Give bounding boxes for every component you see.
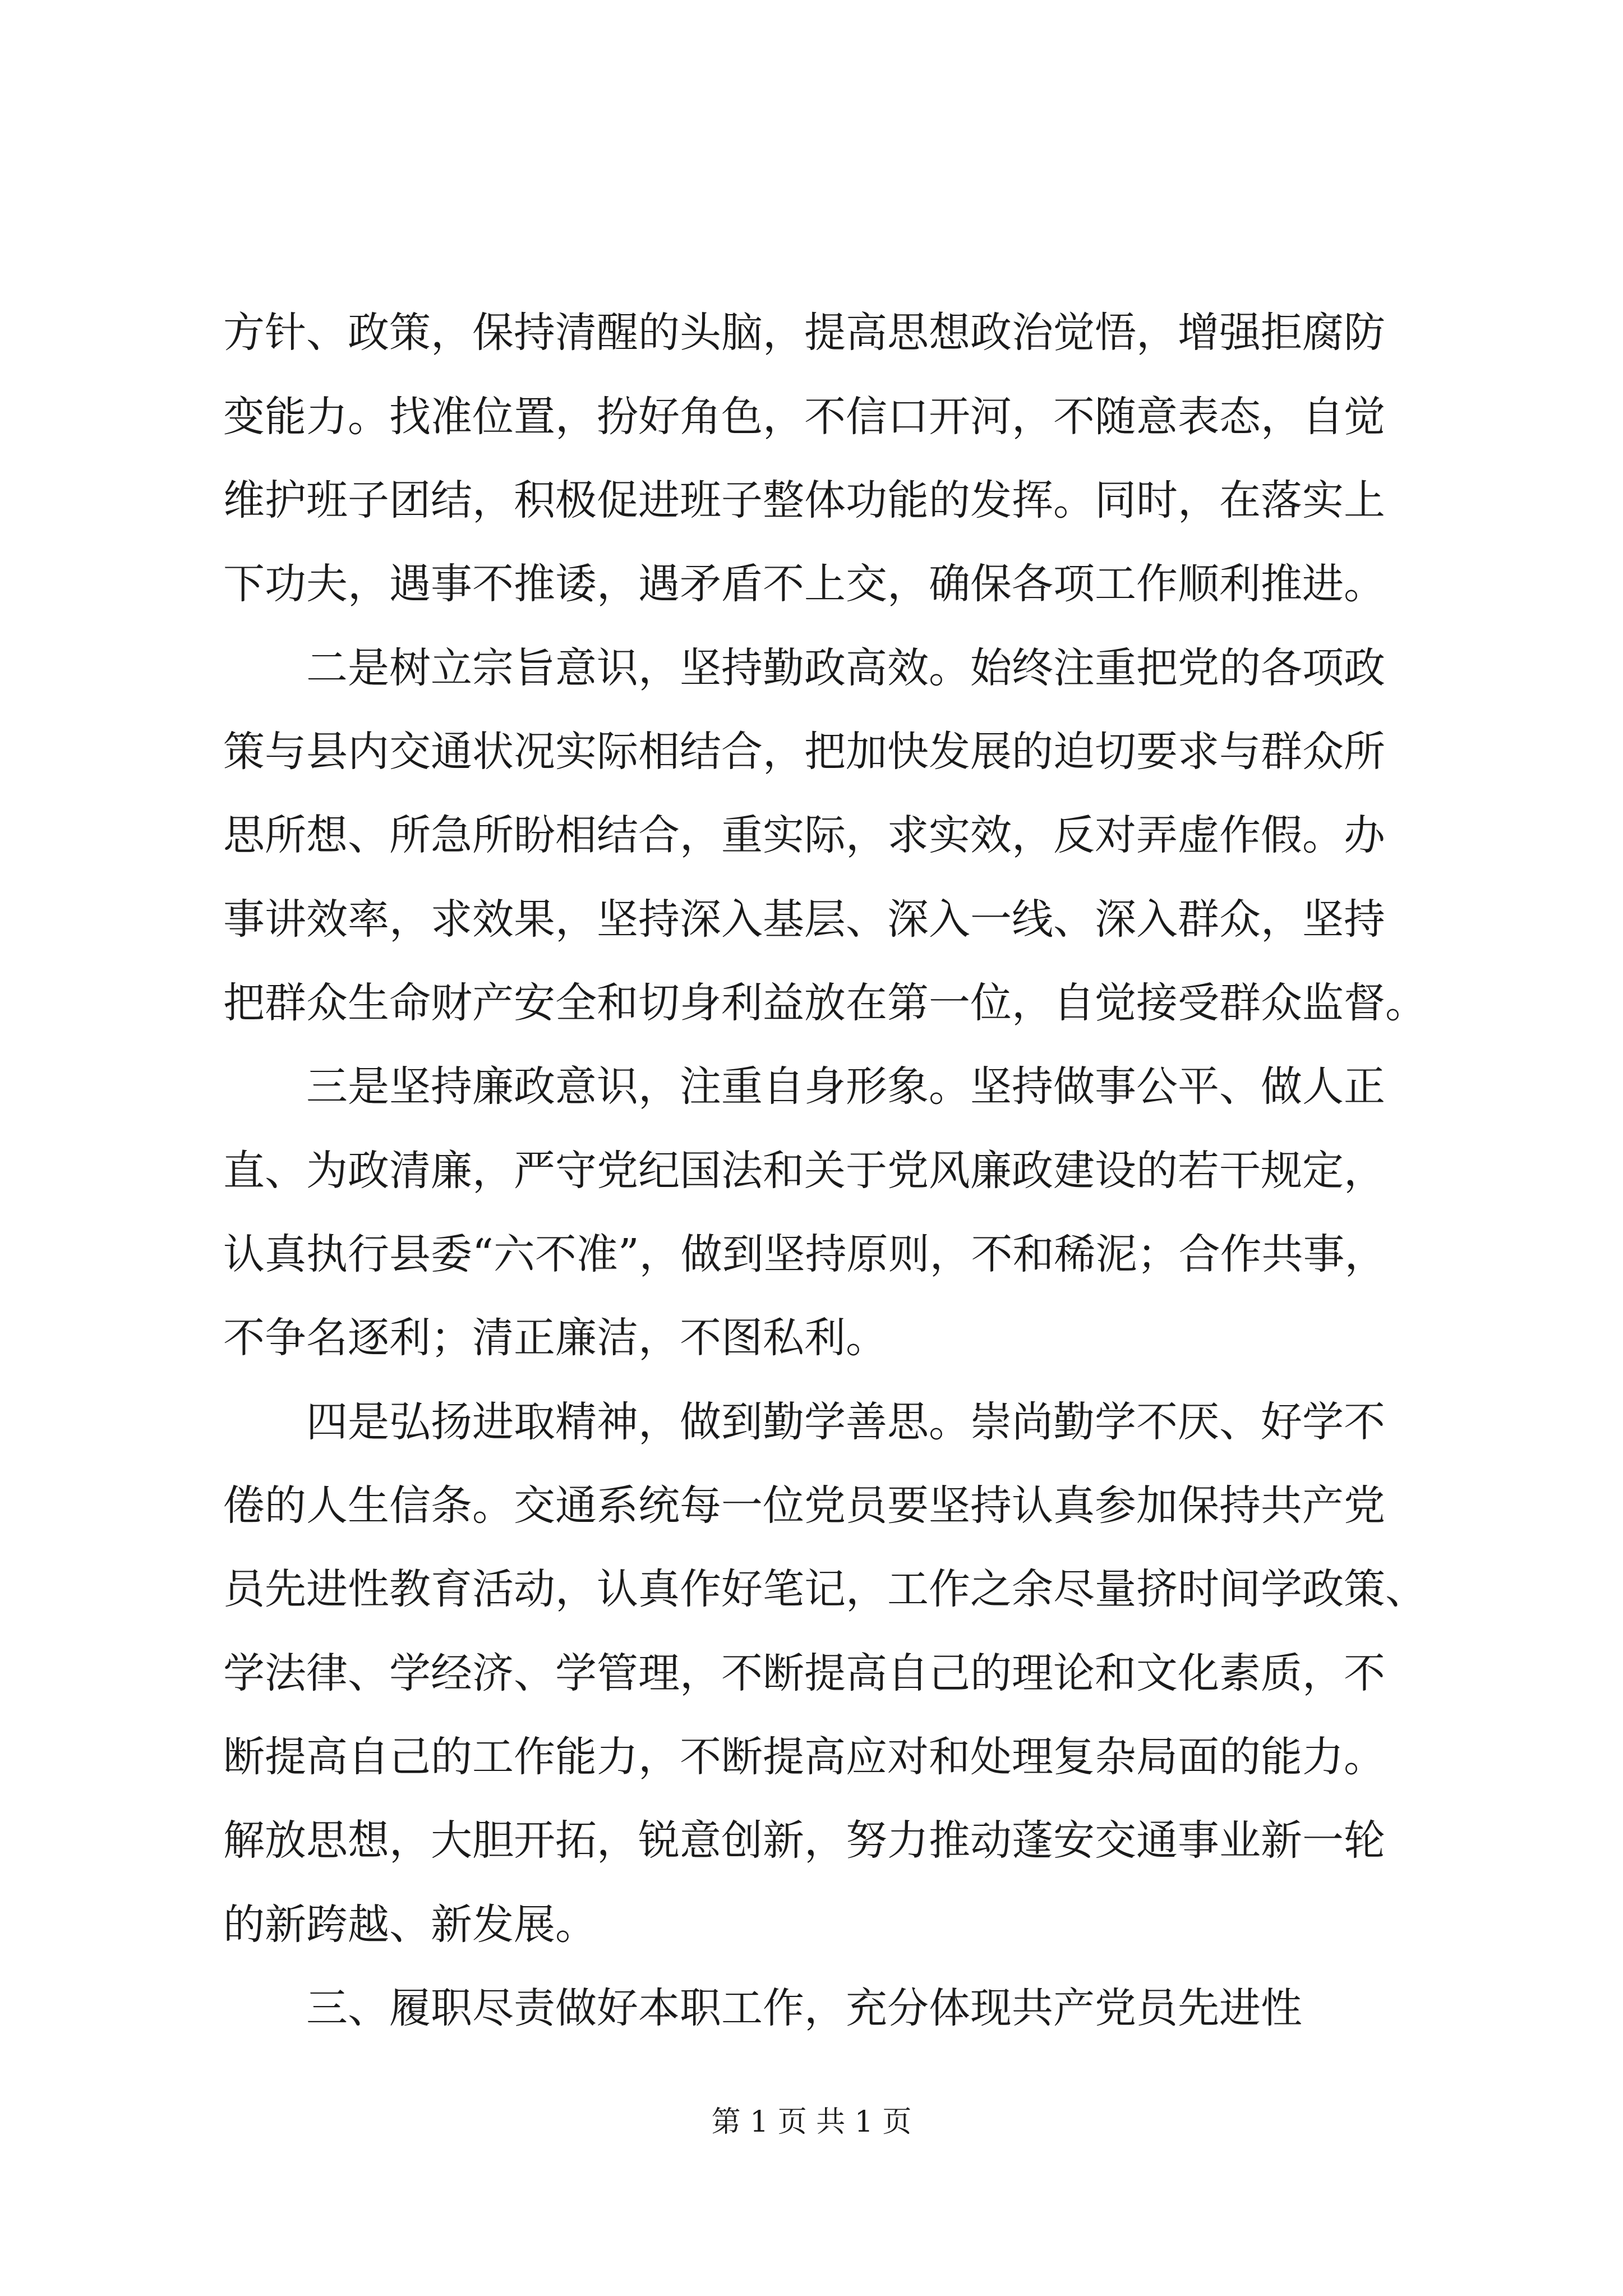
section-heading: 三、履职尽责做好本职工作，充分体现共产党员先进性 <box>306 1984 1302 2032</box>
text-line: 认真执行县委“六不准”，做到坚持原则，不和稀泥；合作共事， <box>223 1230 1386 1278</box>
text-line: 事讲效率，求效果，坚持深入基层、深入一线、深入群众，坚持 <box>223 895 1385 944</box>
paragraph-first-line: 三是坚持廉政意识，注重自身形象。坚持做事公平、做人正 <box>306 1062 1385 1111</box>
text-line: 下功夫，遇事不推诿，遇矛盾不上交，确保各项工作顺利推进。 <box>223 560 1385 608</box>
text-line: 断提高自己的工作能力，不断提高应对和处理复杂局面的能力。 <box>223 1733 1385 1781</box>
paragraph-first-line: 二是树立宗旨意识，坚持勤政高效。始终注重把党的各项政 <box>306 644 1385 692</box>
text-line: 员先进性教育活动，认真作好笔记，工作之余尽量挤时间学政策、 <box>223 1565 1427 1613</box>
text-line: 不争名逐利；清正廉洁，不图私利。 <box>223 1314 887 1362</box>
text-line: 学法律、学经济、学管理，不断提高自己的理论和文化素质，不 <box>223 1649 1385 1697</box>
text-line: 倦的人生信条。交通系统每一位党员要坚持认真参加保持共产党 <box>223 1481 1385 1530</box>
text-line: 策与县内交通状况实际相结合，把加快发展的迫切要求与群众所 <box>223 728 1385 776</box>
text-line: 方针、政策，保持清醒的头脑，提高思想政治觉悟，增强拒腐防 <box>223 309 1385 357</box>
text-line: 把群众生命财产安全和切身利益放在第一位，自觉接受群众监督。 <box>223 979 1427 1027</box>
page-footer: 第 1 页 共 1 页 <box>711 2105 912 2139</box>
text-line: 解放思想，大胆开拓，锐意创新，努力推动蓬安交通事业新一轮 <box>223 1816 1385 1865</box>
paragraph-first-line: 四是弘扬进取精神，做到勤学善思。崇尚勤学不厌、好学不 <box>306 1398 1385 1446</box>
text-line: 维护班子团结，积极促进班子整体功能的发挥。同时，在落实上 <box>223 476 1385 524</box>
text-line: 思所想、所急所盼相结合，重实际，求实效，反对弄虚作假。办 <box>223 811 1385 859</box>
text-line: 变能力。找准位置，扮好角色，不信口开河，不随意表态，自觉 <box>223 393 1385 441</box>
text-line: 直、为政清廉，严守党纪国法和关于党风廉政建设的若干规定， <box>223 1147 1385 1195</box>
text-line: 的新跨越、新发展。 <box>223 1901 597 1949</box>
